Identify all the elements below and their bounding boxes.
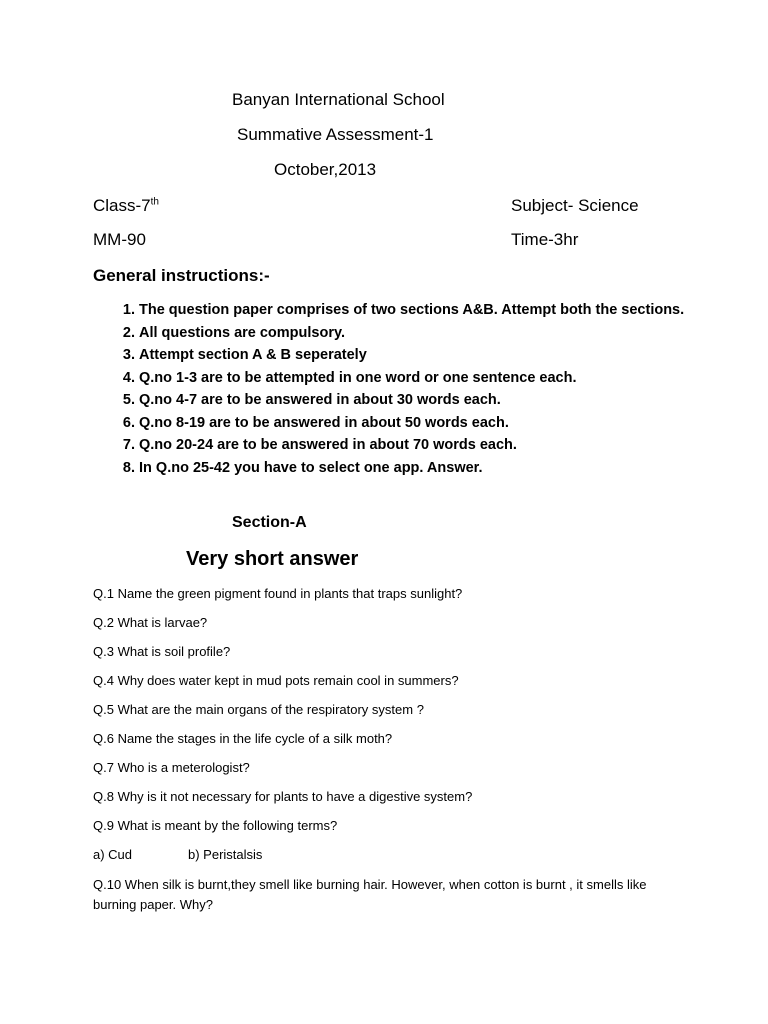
instructions-title: General instructions:- bbox=[93, 266, 270, 285]
instruction-item: 3. Attempt section A & B seperately bbox=[139, 344, 719, 367]
exam-date: October,2013 bbox=[274, 160, 377, 179]
question-1: Q.1 Name the green pigment found in plants that traps sunlight? bbox=[93, 586, 463, 601]
question-10: Q.10 When silk is burnt,they smell like burning hair. However, when cotton is burnt , it smells like burning paper. Why? bbox=[93, 877, 647, 912]
question-6: Q.6 Name the stages in the life cycle of a silk moth? bbox=[93, 731, 393, 746]
class-info bbox=[93, 196, 159, 216]
question-2: Q.2 What is larvae? bbox=[93, 615, 208, 630]
question-4: Q.4 Why does water kept in mud pots remain cool in summers? bbox=[93, 673, 459, 688]
section-title: Section-A bbox=[232, 514, 307, 531]
class-label: Class-7 bbox=[93, 196, 151, 215]
question-8: Q.8 Why is it not necessary for plants to have a digestive system? bbox=[93, 789, 473, 804]
instruction-item: 5. Q.no 4-7 are to be answered in about 30 words each. bbox=[139, 389, 719, 412]
instruction-item: 4. Q.no 1-3 are to be attempted in one word or one sentence each. bbox=[139, 367, 719, 390]
instruction-item: 7. Q.no 20-24 are to be answered in about 70 words each. bbox=[139, 434, 719, 457]
instruction-item: 6. Q.no 8-19 are to be answered in about 50 words each. bbox=[139, 412, 719, 435]
instructions-list bbox=[93, 299, 719, 479]
section-subtitle: Very short answer bbox=[186, 548, 359, 570]
question-5: Q.5 What are the main organs of the respiratory system ? bbox=[93, 702, 424, 717]
instruction-item: 2. All questions are compulsory. bbox=[139, 322, 719, 345]
question-7: Q.7 Who is a meterologist? bbox=[93, 760, 250, 775]
instruction-item: 8. In Q.no 25-42 you have to select one app. Answer. bbox=[139, 457, 719, 480]
subject-info: Subject- Science bbox=[511, 196, 639, 215]
instruction-item: 1. The question paper comprises of two sections A&B. Attempt both the sections. bbox=[139, 299, 719, 322]
class-superscript: th bbox=[150, 196, 159, 208]
question-9-option-b: b) Peristalsis bbox=[188, 847, 263, 862]
time-info: Time-3hr bbox=[511, 230, 579, 249]
question-9-option-a: a) Cud bbox=[93, 847, 133, 862]
exam-title: Summative Assessment-1 bbox=[237, 125, 434, 144]
question-9: Q.9 What is meant by the following terms? bbox=[93, 818, 338, 833]
question-3: Q.3 What is soil profile? bbox=[93, 644, 231, 659]
school-name: Banyan International School bbox=[232, 90, 445, 109]
max-marks: MM-90 bbox=[93, 230, 146, 249]
